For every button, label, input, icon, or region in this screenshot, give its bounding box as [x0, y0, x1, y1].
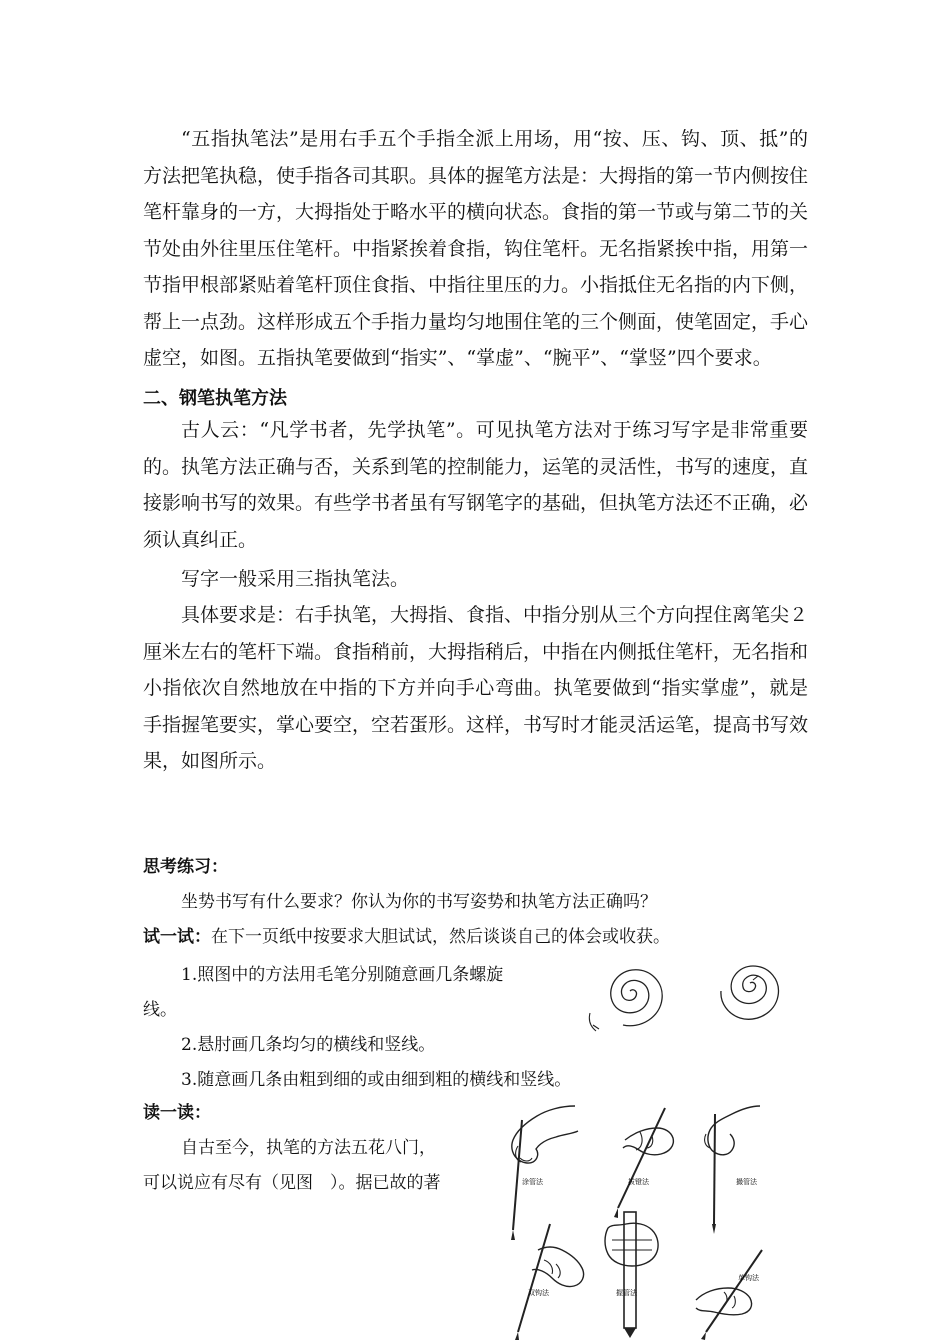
pen-grip-paragraph-1: 古人云：“凡学书者，先学执笔”。可见执笔方法对于练习写字是非常重要的。执笔方法正确与否，关系到笔的控制能力，运笔的灵活性，书写的速度，直接影响书写的效果。有些学书者虽有写钢笔字的基础，但执笔方法还不正确，必须认真纠正。	[143, 419, 809, 551]
hand-illustration-6	[696, 1250, 762, 1340]
pen-grip-paragraph-3: 具体要求是：右手执笔，大拇指、食指、中指分别从三个方向捏住离笔尖２厘米左右的笔杆下端。食指稍前，大拇指稍后，中指在内侧抵住笔杆，无名指和小指依次自然地放在中指的下方并向手心弯曲。执笔要做到“指实掌虚”，就是手指握笔要实，掌心要空，空若蛋形。这样，书写时才能灵活运笔，提高书写效果，如图所示。	[143, 604, 809, 772]
fig-label-b: 拔镫法	[628, 1178, 649, 1186]
exercise-heading: 思考练习：	[143, 857, 228, 877]
spiral-drawings	[585, 953, 800, 1048]
reading-line-1: 自古至今，执笔的方法五花八门，	[181, 1138, 436, 1158]
hand-illustration-1	[511, 1106, 578, 1240]
exercise-item-1a: 1.照图中的方法用毛笔分别随意画几条螺旋	[181, 965, 504, 985]
exercise-item-1b: 线。	[143, 1000, 177, 1020]
spiral-left	[611, 970, 662, 1026]
pen-grip-paragraph-2: 写字一般采用三指执笔法。	[181, 568, 410, 590]
exercise-item-3: 3.随意画几条由粗到细的或由细到粗的横线和竖线。	[181, 1070, 572, 1090]
brush-grip-figure	[500, 1100, 790, 1340]
try-line	[143, 922, 670, 947]
fig-label-a: 涂管法	[522, 1178, 543, 1186]
fig-label-f: 单钩法	[738, 1274, 759, 1282]
reading-line-2: 可以说应有尽有（见图 ）。据已故的著	[143, 1173, 441, 1193]
spiral-right	[721, 966, 779, 1019]
hand-illustration-2	[614, 1108, 673, 1218]
five-finger-paragraph: “五指执笔法”是用右手五个手指全派上用场，用“按、压、钩、顶、抵”的方法把笔执稳，使手指各司其职。具体的握笔方法是：大拇指的第一节内侧按住笔杆靠身的一方，大拇指处于略水平的横向状态。食指的第一节或与第二节的关节处由外往里压住笔杆。中指紧挨着食指，钩住笔杆。无名指紧挨中指，用第一节指甲根部紧贴着笔杆顶住食指、中指往里压的力。小指抵住无名指的内下侧，帮上一点劲。这样形成五个手指力量均匀地围住笔的三个侧面，使笔固定，手心虚空，如图。五指执笔要做到“指实”、“掌虚”、“腕平”、“掌竖”四个要求。	[143, 128, 809, 369]
try-label: 试一试：	[143, 927, 211, 947]
exercise-item-2: 2.悬肘画几条均匀的横线和竖线。	[181, 1035, 436, 1055]
try-text: 在下一页纸中按要求大胆试试，然后谈谈自己的体会或收获。	[211, 927, 670, 947]
hand-illustration-3	[705, 1106, 760, 1234]
hand-illustration-4	[515, 1224, 584, 1340]
fig-label-c: 撮管法	[736, 1178, 757, 1186]
section-heading-pen-grip: 二、钢笔执笔方法	[143, 388, 287, 409]
exercise-question: 坐势书写有什么要求？你认为你的书写姿势和执笔方法正确吗？	[181, 892, 657, 912]
hand-illustration-5	[605, 1212, 658, 1338]
reading-heading: 读一读：	[143, 1103, 211, 1123]
fig-label-e: 握管法	[616, 1289, 637, 1297]
fig-label-d: 双钩法	[528, 1289, 549, 1297]
